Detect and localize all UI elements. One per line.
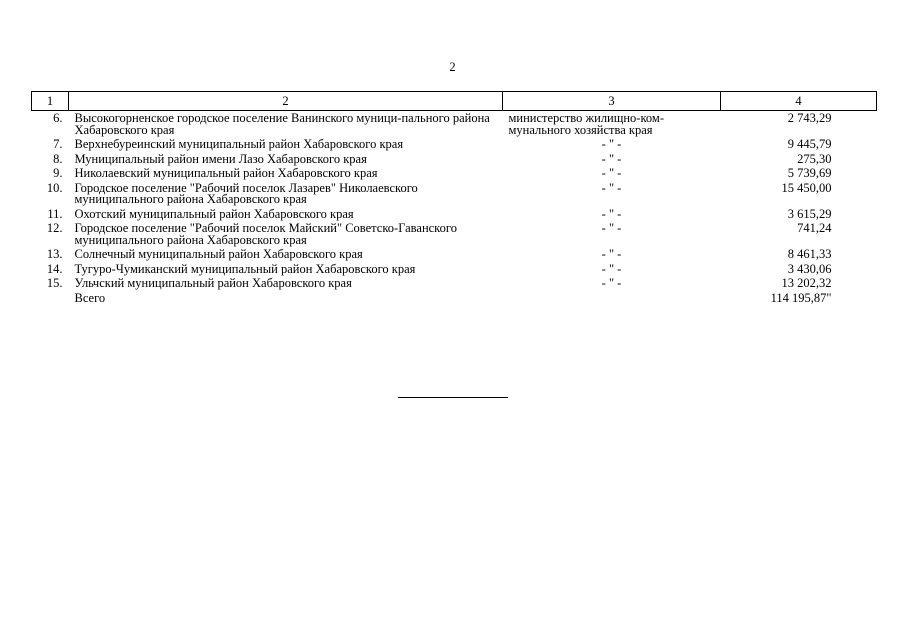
total-label: Всего	[74, 290, 106, 305]
department: министерство жилищно-ком-мунального хозяйства края	[508, 111, 664, 137]
municipality-name: Охотский муниципальный район Хабаровского края	[74, 206, 354, 221]
column-header-2: 2	[69, 92, 503, 111]
municipality-name: Солнечный муниципальный район Хабаровского края	[74, 247, 363, 261]
department: - " -	[601, 221, 622, 235]
amount: 741,24	[797, 221, 832, 235]
total-spacer	[32, 293, 69, 308]
municipality-name: Муниципальный район имени Лазо Хабаровского края	[74, 151, 367, 166]
row-number: 8.	[53, 151, 63, 166]
amount: 8 461,33	[787, 247, 832, 261]
amount: 275,30	[797, 151, 832, 166]
department: - " -	[601, 261, 622, 276]
header-row	[32, 92, 877, 111]
table-row	[32, 183, 877, 209]
table-row	[32, 278, 877, 293]
municipality-name: Николаевский муниципальный район Хабаровского края	[74, 166, 378, 180]
row-number: 13.	[46, 247, 63, 261]
row-number: 12.	[46, 221, 63, 235]
page-number: 2	[449, 60, 456, 74]
municipality-name: Городское поселение "Рабочий поселок Лазарев" Николаевского муниципального района Хабаровского края	[74, 180, 418, 206]
amount: 3 615,29	[787, 206, 832, 221]
row-number: 9.	[53, 166, 63, 180]
row-number: 11.	[47, 206, 63, 221]
column-header-1: 1	[32, 92, 69, 111]
amount: 3 430,06	[787, 261, 832, 276]
column-header-4: 4	[721, 92, 877, 111]
column-header-3: 3	[503, 92, 721, 111]
row-number: 6.	[53, 111, 63, 125]
municipality-name: Городское поселение "Рабочий поселок Майский" Советско-Гаванского муниципального района Хабаровского края	[74, 221, 457, 247]
end-rule	[398, 397, 508, 398]
table-body	[32, 111, 877, 308]
municipality-name: Высокогорненское городское поселение Ванинского муници-пального района Хабаровского края	[74, 111, 490, 137]
municipality-name: Тугуро-Чумиканский муниципальный район Хабаровского края	[74, 261, 416, 276]
amount: 9 445,79	[787, 137, 832, 151]
row-number: 14.	[46, 261, 63, 276]
amount: 13 202,32	[781, 276, 832, 290]
department: - " -	[601, 206, 622, 221]
amount: 5 739,69	[787, 166, 832, 180]
row-number: 15.	[46, 276, 63, 290]
table-row	[32, 111, 877, 140]
department: - " -	[601, 137, 622, 151]
table-row	[32, 223, 877, 249]
department: - " -	[601, 180, 622, 195]
amount: 15 450,00	[781, 180, 832, 195]
department: - " -	[601, 166, 622, 180]
total-amount: 114 195,87"	[770, 290, 832, 305]
row-number: 7.	[53, 137, 63, 151]
total-row	[32, 293, 877, 308]
table-header	[32, 92, 877, 111]
municipality-name: Ульчский муниципальный район Хабаровского края	[74, 276, 352, 290]
department: - " -	[601, 276, 622, 290]
total-dept-spacer	[503, 293, 721, 308]
department: - " -	[601, 151, 622, 166]
allocation-table	[31, 91, 877, 307]
municipality-name: Верхнебуреинский муниципальный район Хабаровского края	[74, 137, 404, 151]
row-number: 10.	[46, 180, 63, 195]
department: - " -	[601, 247, 622, 261]
amount: 2 743,29	[787, 111, 832, 125]
